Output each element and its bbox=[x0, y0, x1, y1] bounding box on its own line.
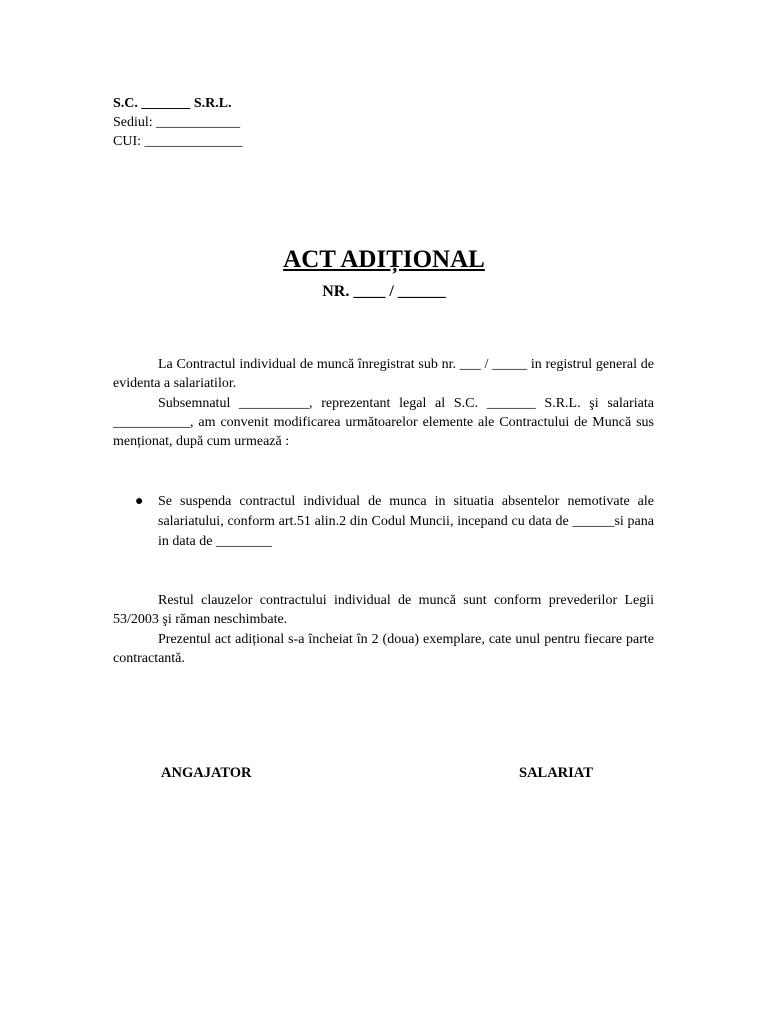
rest-paragraph: Restul clauzelor contractului individual de muncă sunt conform prevederilor Legii 53/2003 şi răman neschimbate. bbox=[113, 593, 654, 627]
bullet-list bbox=[113, 492, 654, 552]
company-name: S.C. _______ S.R.L. bbox=[113, 96, 232, 111]
employee-signature-label: SALARIAT bbox=[519, 765, 593, 781]
bullet-icon: ● bbox=[135, 494, 144, 509]
intro-paragraph: La Contractul individual de muncă înregistrat sub nr. ___ / _____ in registrul general de evidenta a salariatilor. bbox=[113, 357, 654, 391]
company-header bbox=[113, 94, 243, 151]
copies-paragraph: Prezentul act adițional s-a încheiat în 2 (doua) exemplare, cate unul pentru fiecare parte contractantă. bbox=[113, 632, 654, 666]
bullet-item: Se suspenda contractul individual de munca in situatia absentelor nemotivate ale salariatului, conform art.51 alin.2 din Codul Muncii, incepand cu data de ______si pana in data de ________ bbox=[158, 494, 654, 549]
document-number: NR. ____ / ______ bbox=[322, 283, 446, 300]
company-seat: Sediul: ____________ bbox=[113, 115, 241, 130]
employer-signature-label: ANGAJATOR bbox=[161, 765, 252, 781]
signatory-paragraph: Subsemnatul __________, reprezentant legal al S.C. _______ S.R.L. şi salariata ___________, am convenit modificarea următoarelor elemente ale Contractului de Muncă sus menționat, după cum urmează : bbox=[113, 396, 654, 449]
company-cui: CUI: ______________ bbox=[113, 134, 243, 149]
document-title: ACT ADIȚIONAL bbox=[283, 246, 485, 273]
